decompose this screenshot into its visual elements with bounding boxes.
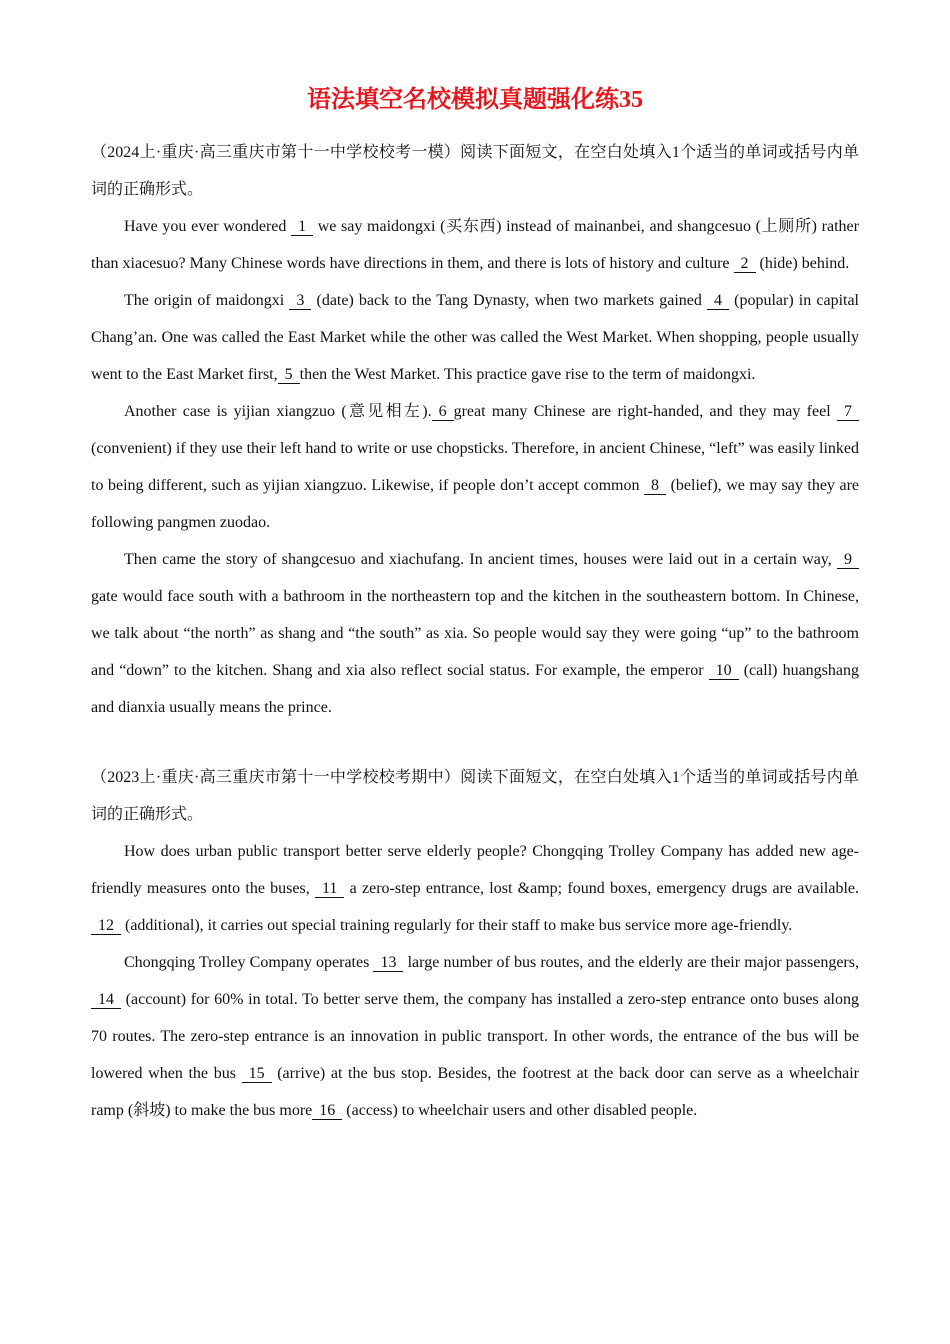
passage-text: Then came the story of shangcesuo and xiachufang. In ancient times, houses were laid out in a certain way, [124, 551, 837, 568]
passage-text: then the West Market. This practice gave rise to the term of maidongxi. [299, 366, 756, 383]
answer-blank: 15 [242, 1065, 272, 1083]
answer-blank: 14 [91, 991, 121, 1009]
passage-paragraph [91, 393, 859, 541]
answer-blank: 4 [707, 292, 729, 310]
passage-text: (access) to wheelchair users and other disabled people. [342, 1102, 698, 1119]
passage-paragraph [91, 208, 859, 282]
answer-blank: 2 [734, 255, 756, 273]
answer-blank: 16 [312, 1102, 342, 1120]
passage-text: a zero-step entrance, lost &amp; found boxes, emergency drugs are available. [344, 880, 859, 897]
passage-text: How does urban public transport better serve elderly people? Chongqing Trolley Company has added new age-friendly measures onto the buses, [91, 843, 859, 897]
passage-paragraph [91, 282, 859, 393]
passage-text: great many Chinese are right-handed, and they may feel [453, 403, 837, 420]
passage-paragraph [91, 833, 859, 944]
passage-text: large number of bus routes, and the elderly are their major passengers, [403, 954, 859, 971]
answer-blank: 1 [291, 218, 313, 236]
passage-text: Have you ever wondered [124, 218, 292, 235]
document-title: 语法填空名校模拟真题强化练35 [307, 87, 643, 113]
answer-blank: 8 [644, 477, 666, 495]
passage-text: (call) huangshang and dianxia usually means the prince. [91, 662, 859, 716]
answer-blank: 6 [432, 403, 454, 421]
passage-text: (hide) behind. [755, 255, 850, 272]
answer-blank: 9 [837, 551, 859, 569]
answer-blank: 13 [373, 954, 403, 972]
passage-text: (arrive) at the bus stop. Besides, the footrest at the back door can serve as a wheelchair ramp (斜坡) to make the bus more [91, 1065, 860, 1119]
exercise-instructions: （2024上·重庆·高三重庆市第十一中学校校考一模）阅读下面短文，在空白处填入1个适当的单词或括号内单词的正确形式。 [91, 144, 859, 198]
answer-blank: 12 [91, 917, 121, 935]
answer-blank: 3 [289, 292, 311, 310]
exercise-sections [91, 134, 859, 1129]
passage-text: Chongqing Trolley Company operates [124, 954, 374, 971]
document-page [91, 82, 859, 1129]
passage-text: The origin of maidongxi [124, 292, 290, 309]
answer-blank: 10 [709, 662, 739, 680]
exercise-instructions: （2023上·重庆·高三重庆市第十一中学校校考期中）阅读下面短文，在空白处填入1个适当的单词或括号内单词的正确形式。 [91, 769, 859, 823]
passage-paragraph [91, 541, 859, 726]
answer-blank: 11 [315, 880, 344, 898]
passage-text: Another case is yijian xiangzuo (意见相左). [124, 403, 432, 420]
answer-blank: 7 [837, 403, 859, 421]
passage-text: gate would face south with a bathroom in the northeastern top and the kitchen in the southeastern bottom. In Chinese, we talk about “the north” as shang and “the south” as xia. So people would say they were going “up” to the bathroom and “down” to the kitchen. Shang and xia also reflect social status. For example, the emperor [91, 588, 859, 679]
passage-text: (additional), it carries out special training regularly for their staff to make bus service more age-friendly. [121, 917, 793, 934]
passage-text: (popular) in capital Chang’an. One was called the East Market while the other was called the West Market. When shopping, people usually went to the East Market first, [91, 292, 860, 383]
exercise-section [91, 759, 859, 1129]
passage-text: we say maidongxi (买东西) instead of mainanbei, and shangcesuo (上厕所) rather than xiacesuo? Many Chinese words have directions in them, and there is lots of history and culture [91, 218, 859, 272]
answer-blank: 5 [278, 366, 300, 384]
passage-text: (date) back to the Tang Dynasty, when two markets gained [311, 292, 707, 309]
passage-text: (account) for 60% in total. To better serve them, the company has installed a zero-step entrance onto buses along 70 routes. The zero-step entrance is an innovation in public transport. In other words, the entrance of the bus will be lowered when the bus [91, 991, 859, 1082]
exercise-section [91, 134, 859, 726]
section-spacer [91, 726, 859, 759]
passage-text: (belief), we may say they are following pangmen zuodao. [91, 477, 859, 531]
passage-text: (convenient) if they use their left hand to write or use chopsticks. Therefore, in ancient Chinese, “left” was easily linked to being different, such as yijian xiangzuo. Likewise, if people don’t accept common [91, 440, 859, 494]
passage-paragraph [91, 944, 859, 1129]
